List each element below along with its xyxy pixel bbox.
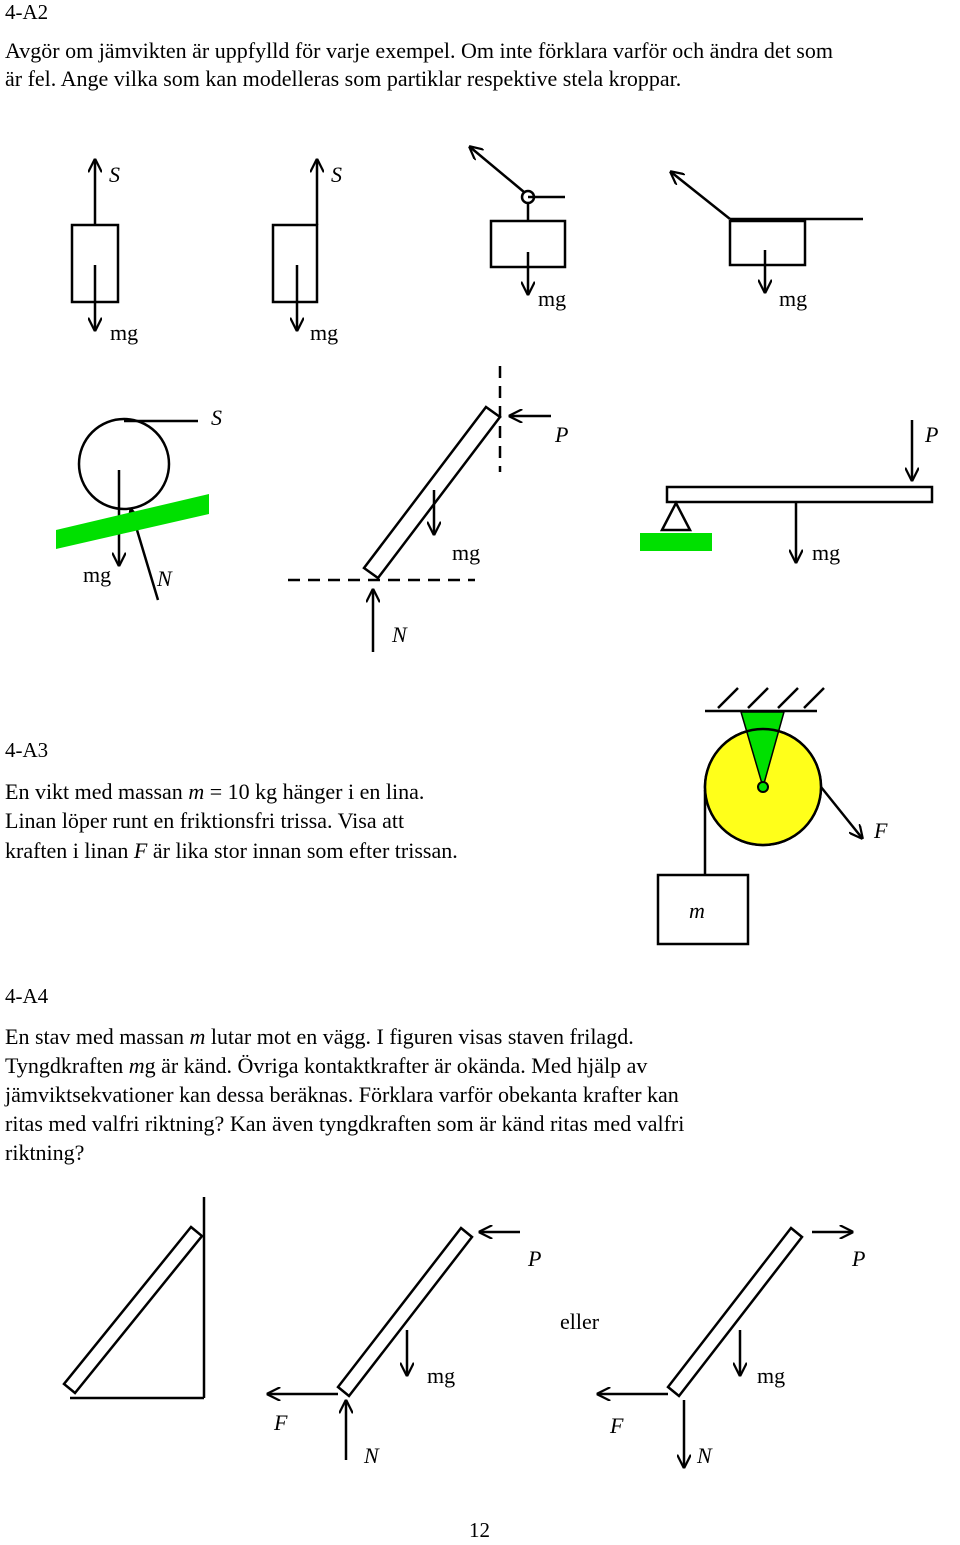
a2-fig6-rod (288, 366, 551, 652)
a4-text-line-4: ritas med valfri riktning? Kan även tyngdkraften som är känd ritas med valfri (5, 1111, 685, 1136)
heading-4-A3: 4-A3 (5, 738, 49, 762)
label-F-pulley: F (874, 818, 888, 843)
label-P-2: P (925, 422, 939, 447)
label-mg-7: mg (812, 540, 841, 565)
label-mg-2: mg (310, 320, 339, 345)
a4-fig3-rod (598, 1228, 852, 1467)
label-N-3: N (364, 1443, 379, 1468)
a4-fig1-rod (64, 1197, 204, 1398)
page-number: 12 (469, 1518, 490, 1542)
label-F-1: F (274, 1410, 288, 1435)
a2-text-line-1: Avgör om jämvikten är uppfylld för varje exempel. Om inte förklara varför och ändra det som (5, 38, 833, 63)
a2-text-line-2: är fel. Ange vilka som kan modelleras som partiklar respektive stela kroppar. (5, 66, 682, 91)
label-N-2: N (392, 622, 407, 647)
a4-text-line-1: En stav med massan m lutar mot en vägg. I figuren visas staven frilagd. (5, 1024, 634, 1049)
label-mg-9: mg (757, 1363, 786, 1388)
ground-green-icon (640, 533, 712, 551)
label-S-1: S (109, 162, 120, 187)
label-P-3: P (528, 1246, 542, 1271)
label-mg-1: mg (110, 320, 139, 345)
label-N-4: N (697, 1443, 712, 1468)
label-P-4: P (852, 1246, 866, 1271)
a2-fig3-block (470, 147, 565, 294)
label-mg-8: mg (427, 1363, 456, 1388)
label-mg-3: mg (538, 286, 567, 311)
label-S-3: S (211, 405, 222, 430)
heading-4-A4: 4-A4 (5, 984, 49, 1008)
label-m-mass: m (689, 898, 705, 923)
a3-text-line-2: Linan löper runt en friktionsfri trissa. Visa att (5, 808, 405, 833)
label-mg-6: mg (452, 540, 481, 565)
a4-text-line-3: jämviktsekvationer kan dessa beräknas. Förklara varför obekanta krafter kan (5, 1082, 679, 1107)
a3-text-line-1: En vikt med massan m = 10 kg hänger i en lina. (5, 779, 425, 804)
pulley-axle-icon (758, 782, 768, 792)
label-P-1: P (555, 422, 569, 447)
label-S-2: S (331, 162, 342, 187)
label-eller: eller (560, 1309, 600, 1334)
label-mg-4: mg (779, 286, 808, 311)
a4-text-line-2: Tyngdkraften mg är känd. Övriga kontaktkrafter är okända. Med hjälp av (5, 1053, 648, 1078)
a2-fig2-block (273, 160, 317, 330)
label-mg-5: mg (83, 562, 112, 587)
a4-fig2-rod (268, 1228, 520, 1460)
a3-text-line-3: kraften i linan F är lika stor innan som efter trissan. (5, 838, 458, 863)
label-N-1: N (157, 566, 172, 591)
a4-text-line-5: riktning? (5, 1140, 85, 1165)
label-F-2: F (610, 1413, 624, 1438)
heading-4-A2: 4-A2 (5, 0, 49, 24)
a2-fig4-block (671, 172, 863, 292)
